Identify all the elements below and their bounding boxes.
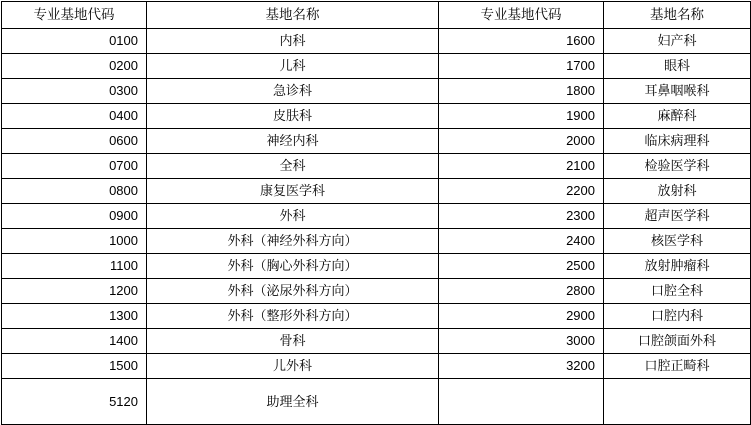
table-row [2, 104, 751, 129]
cell-name-left: 外科 [147, 204, 439, 229]
cell-code-right: 2500 [439, 254, 604, 279]
cell-code-left: 0400 [2, 104, 147, 129]
cell-code-right: 2300 [439, 204, 604, 229]
table-row [2, 254, 751, 279]
cell-code-left: 0900 [2, 204, 147, 229]
cell-code-right: 2900 [439, 304, 604, 329]
cell-name-right: 检验医学科 [604, 154, 751, 179]
column-header-code-right: 专业基地代码 [439, 2, 604, 29]
cell-name-left: 儿外科 [147, 354, 439, 379]
cell-code-right: 2400 [439, 229, 604, 254]
cell-code-right: 1700 [439, 54, 604, 79]
cell-code-left: 1500 [2, 354, 147, 379]
cell-code-left: 5120 [2, 379, 147, 425]
document-page [0, 1, 751, 414]
cell-name-right: 眼科 [604, 54, 751, 79]
cell-name-left: 骨科 [147, 329, 439, 354]
column-header-code-left: 专业基地代码 [2, 2, 147, 29]
cell-code-right: 1600 [439, 29, 604, 54]
table-row [2, 354, 751, 379]
table-row [2, 329, 751, 354]
cell-name-left: 外科（整形外科方向） [147, 304, 439, 329]
cell-name-right: 临床病理科 [604, 129, 751, 154]
cell-name-left: 神经内科 [147, 129, 439, 154]
cell-code-left: 1200 [2, 279, 147, 304]
cell-name-right: 核医学科 [604, 229, 751, 254]
cell-code-left: 0200 [2, 54, 147, 79]
table-row [2, 79, 751, 104]
table-header-row [2, 2, 751, 29]
table-body [2, 29, 751, 425]
table-header [2, 2, 751, 29]
cell-code-left: 1400 [2, 329, 147, 354]
table-row [2, 154, 751, 179]
cell-name-right: 口腔内科 [604, 304, 751, 329]
table-row [2, 29, 751, 54]
cell-name-right: 口腔颌面外科 [604, 329, 751, 354]
cell-code-right: 2800 [439, 279, 604, 304]
cell-name-right [604, 379, 751, 425]
table-row [2, 279, 751, 304]
cell-name-right: 耳鼻咽喉科 [604, 79, 751, 104]
cell-code-right: 2100 [439, 154, 604, 179]
cell-name-left: 外科（胸心外科方向） [147, 254, 439, 279]
cell-name-right: 口腔全科 [604, 279, 751, 304]
cell-name-left: 康复医学科 [147, 179, 439, 204]
cell-code-right: 3000 [439, 329, 604, 354]
cell-code-left: 0700 [2, 154, 147, 179]
table-row [2, 54, 751, 79]
cell-code-left: 0100 [2, 29, 147, 54]
table-row [2, 204, 751, 229]
specialty-base-code-table [1, 1, 751, 425]
cell-name-left: 外科（神经外科方向） [147, 229, 439, 254]
cell-code-left: 0300 [2, 79, 147, 104]
table-row [2, 229, 751, 254]
cell-code-left: 1100 [2, 254, 147, 279]
cell-code-left: 1300 [2, 304, 147, 329]
cell-name-right: 妇产科 [604, 29, 751, 54]
table-row [2, 129, 751, 154]
cell-name-left: 全科 [147, 154, 439, 179]
cell-name-left: 外科（泌尿外科方向） [147, 279, 439, 304]
cell-name-right: 麻醉科 [604, 104, 751, 129]
table-row [2, 304, 751, 329]
cell-name-left: 助理全科 [147, 379, 439, 425]
cell-code-right: 1900 [439, 104, 604, 129]
table-row [2, 379, 751, 425]
cell-code-left: 0800 [2, 179, 147, 204]
cell-code-right: 2000 [439, 129, 604, 154]
cell-code-right: 1800 [439, 79, 604, 104]
cell-name-right: 放射科 [604, 179, 751, 204]
cell-name-left: 急诊科 [147, 79, 439, 104]
cell-name-left: 皮肤科 [147, 104, 439, 129]
cell-code-left: 1000 [2, 229, 147, 254]
cell-name-right: 口腔正畸科 [604, 354, 751, 379]
cell-name-left: 儿科 [147, 54, 439, 79]
column-header-name-left: 基地名称 [147, 2, 439, 29]
cell-code-right: 3200 [439, 354, 604, 379]
column-header-name-right: 基地名称 [604, 2, 751, 29]
table-row [2, 179, 751, 204]
cell-name-left: 内科 [147, 29, 439, 54]
cell-code-right: 2200 [439, 179, 604, 204]
cell-name-right: 超声医学科 [604, 204, 751, 229]
cell-name-right: 放射肿瘤科 [604, 254, 751, 279]
cell-code-right [439, 379, 604, 425]
cell-code-left: 0600 [2, 129, 147, 154]
